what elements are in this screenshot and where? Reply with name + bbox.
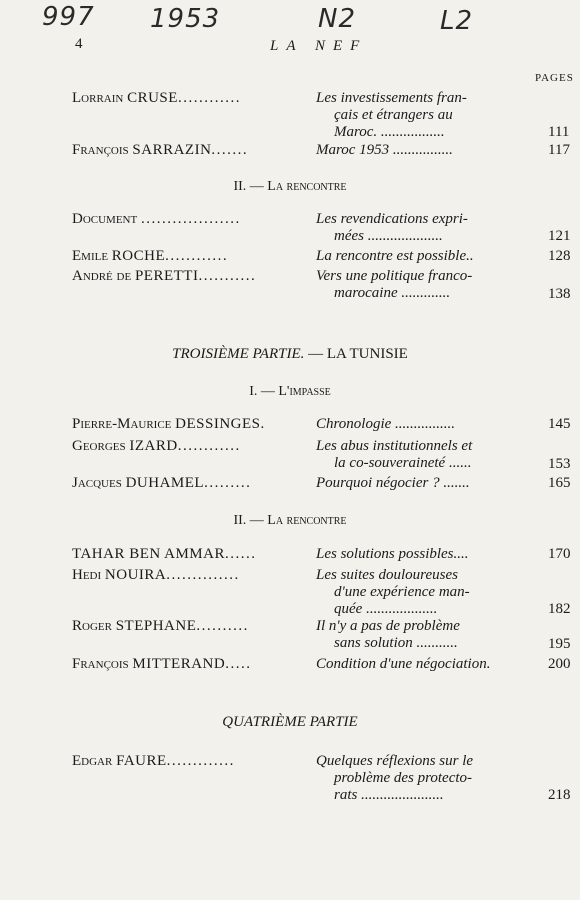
article-title: Pourquoi négocier ? ....... (316, 475, 470, 491)
running-head: LA NEF (270, 38, 368, 54)
author-name: François SARRAZIN....... (72, 142, 249, 158)
section-heading: I. — L'impasse (249, 384, 331, 399)
part-heading-4: QUATRIÈME PARTIE (222, 714, 358, 730)
author-name: Jacques DUHAMEL......... (72, 475, 252, 491)
article-title: Les revendications expri- mées .................... (316, 211, 468, 244)
handwritten-annotation-3: N2 (318, 4, 356, 34)
page-ref: 121 (548, 228, 571, 244)
article-title: Maroc 1953 ................ (316, 142, 453, 158)
article-title: Les investissements fran- çais et étrangers au Maroc. ................. (316, 90, 467, 140)
article-title: Chronologie ................ (316, 416, 456, 432)
article-title: Les suites douloureuses d'une expérience man- quée ................... (316, 567, 470, 617)
article-title: Les solutions possibles.... (316, 546, 469, 562)
author-name: Georges IZARD............ (72, 438, 241, 454)
article-title: Vers une politique franco- marocaine ............. (316, 268, 473, 301)
handwritten-annotation-4: L2 (440, 6, 474, 36)
article-title: Les abus institutionnels et la co-souveraineté ...... (316, 438, 473, 471)
page-ref: 145 (548, 416, 571, 432)
section-heading: II. — La rencontre (233, 179, 347, 194)
author-name: TAHAR BEN AMMAR...... (72, 546, 257, 562)
author-name: Pierre-Maurice DESSINGES. (72, 416, 265, 432)
author-name: François MITTERAND..... (72, 656, 252, 672)
author-name: André de PERETTI........... (72, 268, 257, 284)
author-name: Hedi NOUIRA.............. (72, 567, 240, 583)
page-ref: 117 (548, 142, 570, 158)
pages-column-label: PAGES (535, 72, 574, 84)
page-ref: 138 (548, 286, 571, 302)
page-ref: 165 (548, 475, 571, 491)
article-title: Il n'y a pas de problème sans solution ........... (316, 618, 460, 651)
article-title: Quelques réflexions sur le problème des protecto- rats ...................... (316, 753, 474, 803)
page-ref: 218 (548, 787, 571, 803)
page-number: 4 (75, 36, 83, 52)
part-heading-3: TROISIÈME PARTIE. — LA TUNISIE (172, 346, 408, 362)
author-name: Document ................... (72, 211, 241, 227)
page-ref: 111 (548, 124, 570, 140)
page-ref: 200 (548, 656, 571, 672)
author-name: Emile ROCHE............ (72, 248, 229, 264)
page-ref: 128 (548, 248, 571, 264)
section-heading: II. — La rencontre (233, 513, 347, 528)
author-name: Edgar FAURE............. (72, 753, 235, 769)
article-title: La rencontre est possible.. (316, 248, 474, 264)
page-ref: 170 (548, 546, 571, 562)
author-name: Lorrain CRUSE............ (72, 90, 241, 106)
article-title: Condition d'une négociation. (316, 656, 491, 672)
page-ref: 195 (548, 636, 571, 652)
author-name: Roger STEPHANE.......... (72, 618, 249, 634)
page-ref: 153 (548, 456, 571, 472)
handwritten-annotation-1: 997 (42, 2, 95, 32)
handwritten-annotation-2: 1953 (150, 4, 221, 34)
page-ref: 182 (548, 601, 571, 617)
